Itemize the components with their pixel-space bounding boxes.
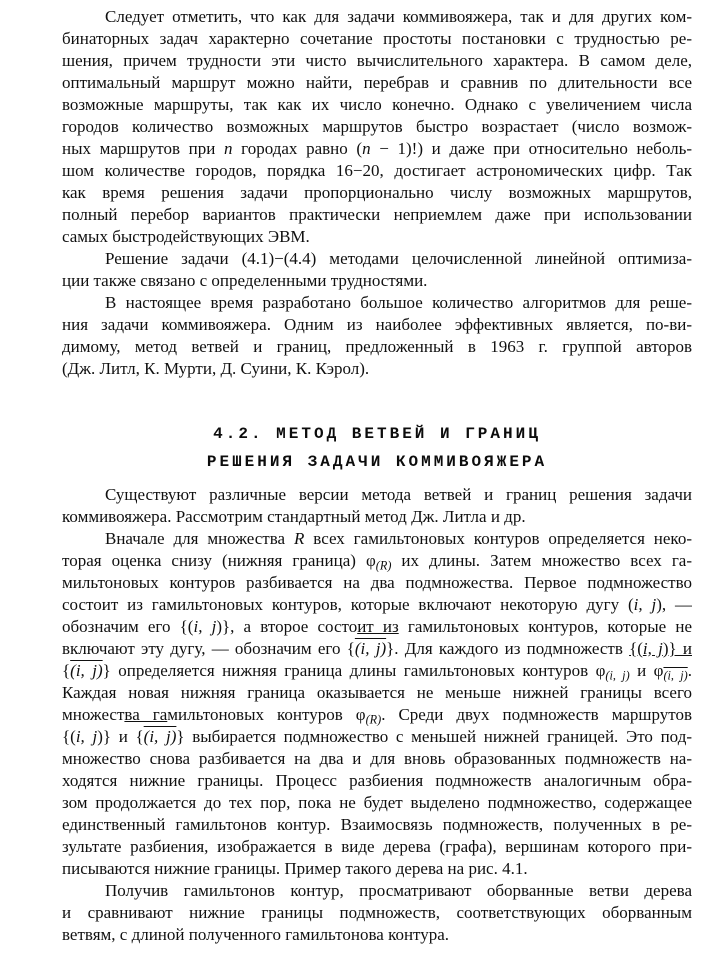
text-run: ва га [124, 705, 168, 724]
text-run: Существуют различные версии метода ветвей и границ решения задачи [105, 485, 692, 504]
text-run: городов количество возможных маршрутов быстро возрастает (число возмож- [62, 117, 692, 136]
text-line [62, 506, 692, 528]
text-run: Каждая новая нижняя граница оказывается не меньше нижней границы всего [62, 683, 692, 702]
text-line [62, 336, 692, 358]
text-run: единственный гамильтонов контур. Взаимосвязь подмножеств, полученных в ре- [62, 815, 692, 834]
text-run: ных маршрутов при [62, 139, 224, 158]
text-run: (Дж. Литл, К. Мурти, Д. Суини, К. Кэрол). [62, 359, 370, 378]
text-line [62, 682, 692, 704]
para-method-description [62, 528, 692, 880]
text-run: множест [62, 705, 125, 724]
text-line [62, 572, 692, 594]
text-run: включают эту дугу, — обозначим его { [62, 639, 355, 658]
text-run: димому, метод ветвей и границ, предложенный в 1963 г. группой авторов [62, 337, 692, 356]
text-run: зультате разбиения, изображается в виде дерева (графа), вершинам которого при- [62, 837, 692, 856]
text-run: ит из [357, 617, 399, 636]
text-line [62, 94, 692, 116]
text-line [62, 28, 692, 50]
text-line [62, 484, 692, 506]
text-line [62, 358, 692, 380]
para-tsp-complexity [62, 6, 692, 248]
text-run: − 1)!) и даже при относительно неболь- [370, 139, 692, 158]
text-run: мильтоновых контуров φ [167, 705, 366, 724]
para-compare-bounds [62, 880, 692, 946]
text-line [62, 182, 692, 204]
text-run: (R) [365, 712, 382, 726]
text-run: i, j [75, 727, 98, 746]
text-line [62, 748, 692, 770]
text-line [62, 138, 692, 160]
text-run: и φ [629, 661, 664, 680]
text-run: зом продолжается до тех пор, пока не будет выделено подмножество, содержащее [62, 793, 692, 812]
text-line [62, 792, 692, 814]
text-run: (i, j) [143, 727, 177, 746]
text-line [62, 814, 692, 836]
para-algorithms-1963 [62, 292, 692, 380]
text-line [62, 550, 692, 572]
text-line [62, 528, 692, 550]
text-run: Вначале для множества [105, 529, 294, 548]
text-run: как время решения задачи пропорционально числу возможных маршрутов, [62, 183, 692, 202]
text-line [62, 204, 692, 226]
text-run: ), — [656, 595, 692, 614]
text-run: В настоящее время разработано большое количество алгоритмов для реше- [105, 293, 692, 312]
text-run: i, j [633, 595, 657, 614]
text-run: {( [62, 727, 76, 746]
text-run: ции также связано с определенными трудностями. [62, 271, 428, 290]
text-line [62, 594, 692, 616]
text-line [62, 858, 692, 880]
text-line [62, 638, 692, 660]
text-run: n [224, 139, 233, 158]
text-run: }. Для каждого из подмножеств [386, 639, 630, 658]
text-line [62, 248, 692, 270]
text-run: i, j [193, 617, 217, 636]
text-run: состоит из гамильтоновых контуров, которые включают некоторую дугу ( [62, 595, 634, 614]
text-run: (R) [375, 558, 392, 572]
para-ilp-difficulties [62, 248, 692, 292]
text-line [62, 924, 692, 946]
text-run: гамильтоновых контуров, которые не [398, 617, 692, 636]
text-run: коммивояжера. Рассмотрим стандартный метод Дж. Литла и др. [62, 507, 526, 526]
text-run: . [687, 661, 692, 680]
text-run: городах равно ( [232, 139, 363, 158]
text-line [62, 6, 692, 28]
text-run: Следует отметить, что как для задачи коммивояжера, так и для других ком- [105, 7, 692, 26]
text-line [62, 116, 692, 138]
text-line [62, 160, 692, 182]
text-run: торая оценка снизу (нижняя граница) φ [62, 551, 376, 570]
text-line [62, 770, 692, 792]
text-run: Решение задачи (4.1)−(4.4) методами целочисленной линейной оптимиза- [105, 249, 692, 268]
text-run: i, j [642, 639, 663, 658]
text-run: всех гамильтоновых контуров определяется неко- [304, 529, 692, 548]
text-line [62, 72, 692, 94]
text-line [62, 292, 692, 314]
text-run: и сравнивают нижние границы подмножеств, соответствующих оборванным [62, 903, 692, 922]
text-run: писываются нижние границы. Пример такого дерева на рис. 4.1. [62, 859, 528, 878]
text-line [62, 226, 692, 248]
text-run: )} и { [97, 727, 144, 746]
text-run: } выбирается подмножество с меньшей нижней границей. Это под- [176, 727, 692, 746]
text-line [62, 880, 692, 902]
text-run: (i, j) [663, 668, 688, 682]
text-run: (i, j) [70, 661, 103, 680]
text-run: шом количестве городов, порядка 16−20, достигает астрономических цифр. Так [62, 161, 692, 180]
text-run: { [62, 661, 71, 680]
para-method-versions [62, 484, 692, 528]
text-run: )}, а второе состо [216, 617, 358, 636]
text-run: мильтоновых контуров разбивается на два подмножества. Первое подмножество [62, 573, 692, 592]
heading-line: РЕШЕНИЯ ЗАДАЧИ КОММИВОЯЖЕРА [206, 453, 548, 471]
text-run: ходятся нижние границы. Процесс разбиения подмножеств аналогичным обра- [62, 771, 692, 790]
text-run: R [293, 529, 305, 548]
text-run: возможные маршруты, так как их число конечно. Однако с увеличением числа [62, 95, 692, 114]
text-run: самых быстродействующих ЭВМ. [62, 227, 310, 246]
text-run: ния задачи коммивояжера. Одним из наиболее эффективных является, по-ви- [62, 315, 692, 334]
text-run: шения, причем трудности эти чисто вычислительного характера. В самом деле, [62, 51, 692, 70]
text-run: } определяется нижняя граница длины гамильтоновых контуров φ [102, 661, 606, 680]
text-run: множество снова разбивается на два и для вновь образованных подмножеств на- [62, 749, 692, 768]
text-run: оптимальный маршрут можно найти, перебрав и сравнив по длительности все [62, 73, 692, 92]
text-run: обозначим его {( [62, 617, 194, 636]
text-run: . Среди двух подмножеств маршрутов [381, 705, 692, 724]
text-run: ветвям, с длиной полученного гамильтонова контура. [62, 925, 450, 944]
text-line [62, 616, 692, 638]
heading-line: 4.2. МЕТОД ВЕТВЕЙ И ГРАНИЦ [213, 425, 541, 443]
text-run: (i, j) [605, 668, 630, 682]
text-run: (i, j) [354, 639, 387, 658]
page-content [62, 6, 692, 946]
section-heading-4-2 [62, 420, 692, 476]
text-run: n [362, 139, 371, 158]
text-line [62, 704, 692, 726]
text-run: их длины. Затем множество всех га- [391, 551, 692, 570]
text-line [62, 726, 692, 748]
text-line [62, 836, 692, 858]
text-line [62, 314, 692, 336]
text-run: )} и [662, 639, 692, 658]
text-line [62, 50, 692, 72]
text-run: {( [629, 639, 643, 658]
text-run: полный перебор вариантов практически неприемлем даже при использовании [62, 205, 692, 224]
text-line [62, 660, 692, 682]
text-run: Получив гамильтонов контур, просматривают оборванные ветви дерева [105, 881, 692, 900]
text-line [62, 902, 692, 924]
text-line [62, 270, 692, 292]
text-run: бинаторных задач характерно сочетание простоты постановки с трудностью ре- [62, 29, 692, 48]
